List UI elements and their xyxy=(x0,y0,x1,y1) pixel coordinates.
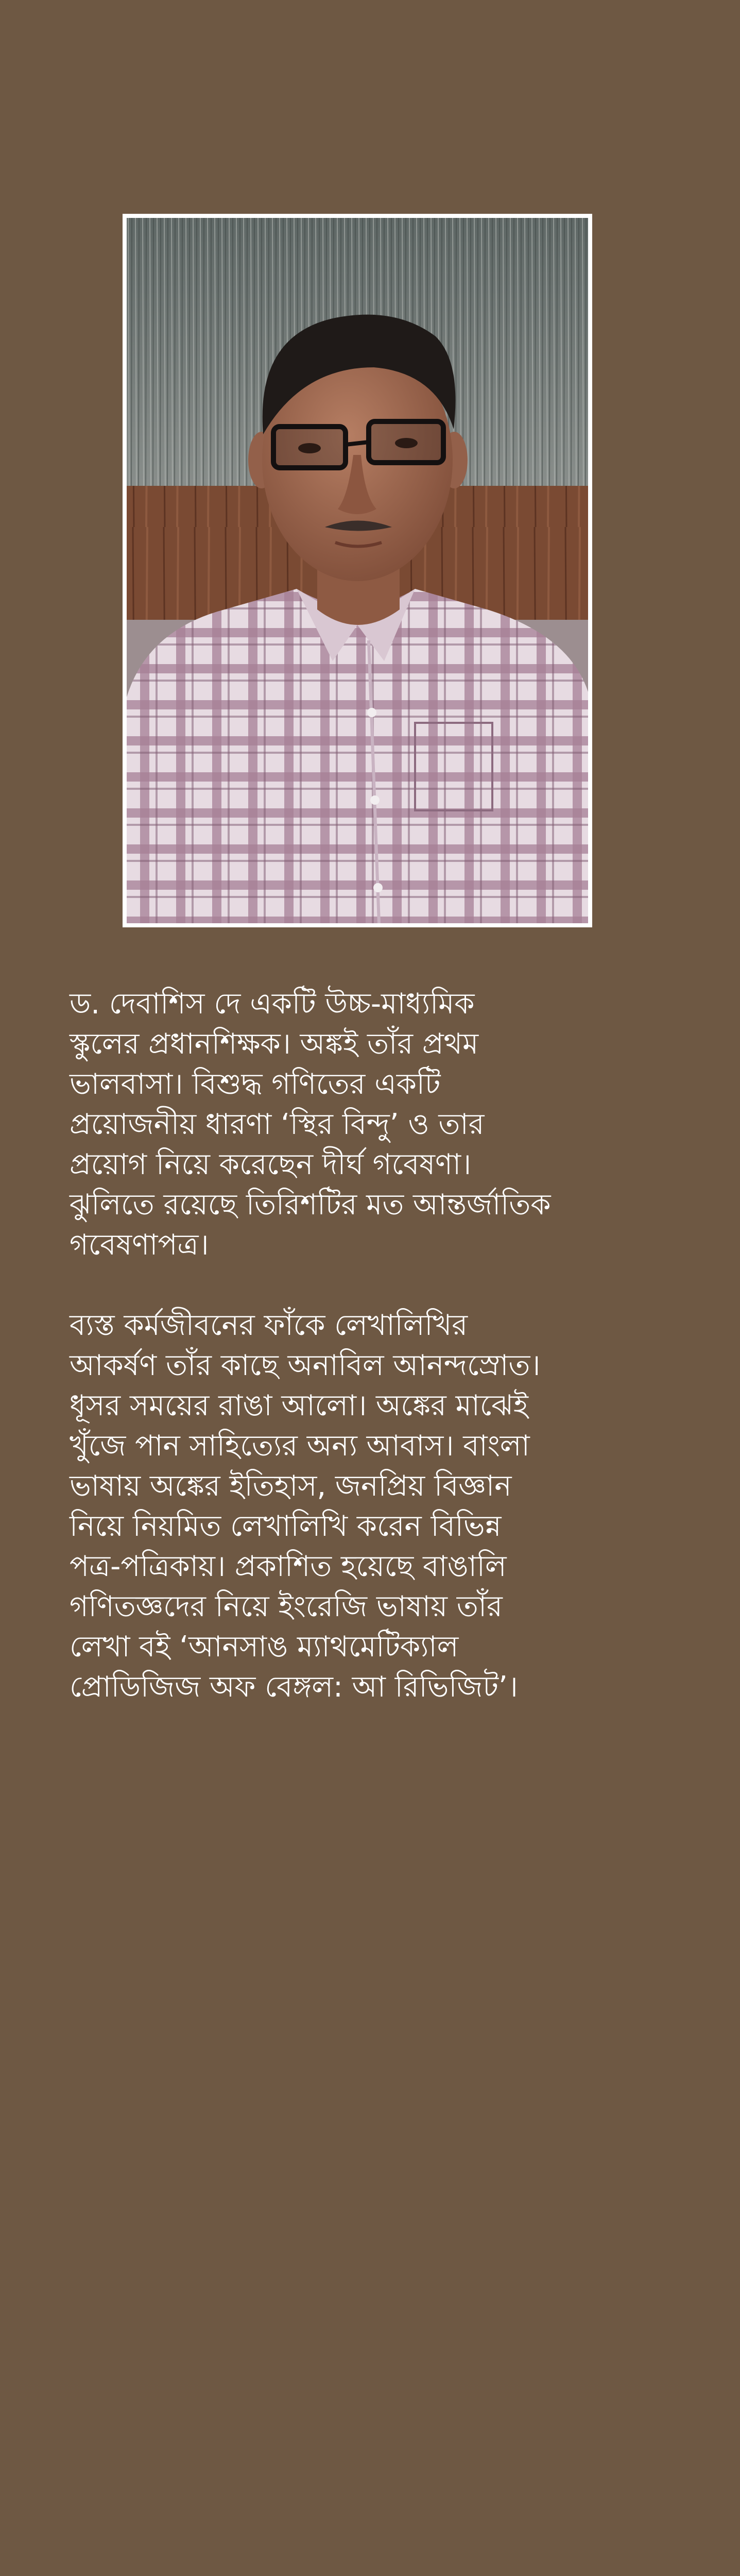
author-photo-frame xyxy=(123,214,592,927)
bio-paragraph-1: ড. দেবাশিস দে একটি উচ্চ-মাধ্যমিক স্কুলের প্রধানশিক্ষক। অঙ্কই তাঁর প্রথম ভালবাসা। বিশুদ্ধ গণিতের একটি প্রয়োজনীয় ধারণা ‘স্থির বিন্দু’ ও তার প্রয়োগ নিয়ে করেছেন দীর্ঘ গবেষণা। ঝুলিতে রয়েছে তিরিশটির মত আন্তর্জাতিক গবেষণাপত্র। xyxy=(70,987,551,1262)
bio-paragraph-2: ব্যস্ত কর্মজীবনের ফাঁকে লেখালিখির আকর্ষণ তাঁর কাছে অনাবিল আনন্দস্রোত। ধূসর সময়ের রাঙা আলো। অঙ্কের মাঝেই খুঁজে পান সাহিত্যের অন্য আবাস। বাংলা ভাষায় অঙ্কের ইতিহাস, জনপ্রিয় বিজ্ঞান নিয়ে নিয়মিত লেখালিখি করেন বিভিন্ন পত্র-পত্রিকায়। প্রকাশিত হয়েছে বাঙালি গণিতজ্ঞদের নিয়ে ইংরেজি ভাষায় তাঁর লেখা বই ‘আনসাঙ ম্যাথমেটিক্যাল প্রোডিজিজ অফ বেঙ্গল: আ রিভিজিট’। xyxy=(70,1309,541,1704)
author-photo xyxy=(127,218,588,923)
author-bio xyxy=(70,984,672,1707)
